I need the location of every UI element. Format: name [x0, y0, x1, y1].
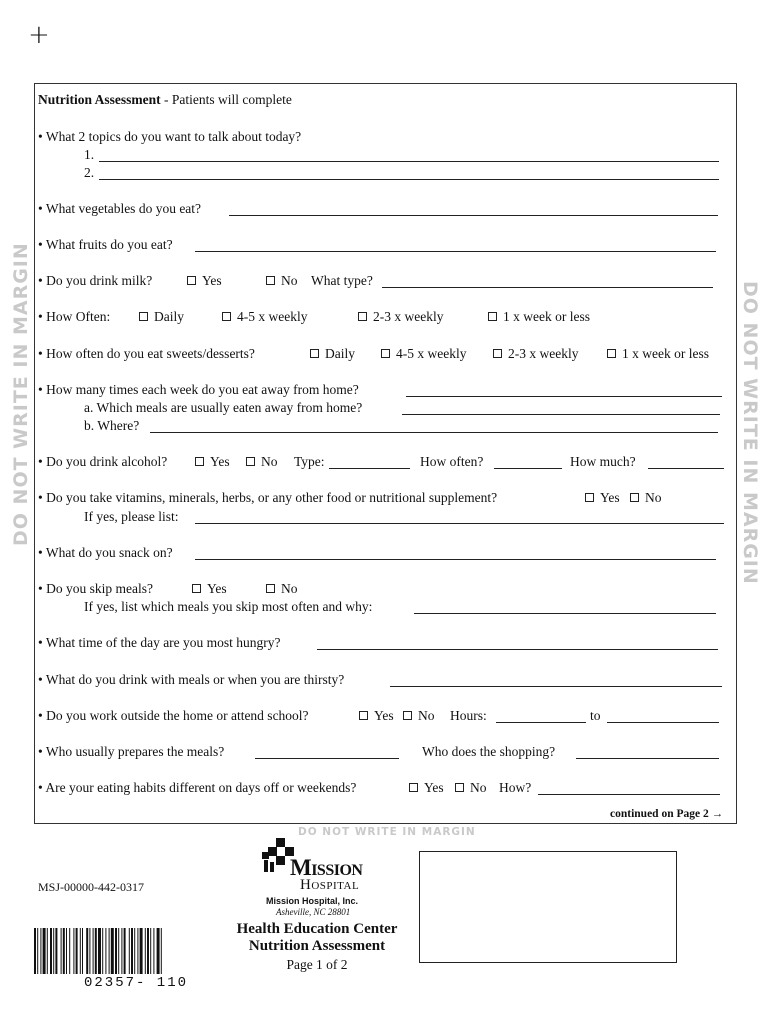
margin-notice-left: DO NOT WRITE IN MARGIN: [10, 242, 32, 546]
checkbox-icon[interactable]: [607, 349, 616, 358]
checkbox-icon[interactable]: [358, 312, 367, 321]
q4-no-label: No: [281, 273, 298, 288]
checkbox-icon[interactable]: [222, 312, 231, 321]
q15-shopping-field[interactable]: [576, 745, 719, 759]
q7b-field[interactable]: [150, 419, 718, 433]
q1-label: • What 2 topics do you want to talk about today?: [38, 129, 302, 144]
logo-mission-text: Mission: [290, 855, 363, 880]
q7a-label: a. Which meals are usually eaten away from home?: [84, 400, 363, 415]
checkbox-icon[interactable]: [192, 584, 201, 593]
q6-23-option[interactable]: [493, 346, 578, 362]
q8-no-label: No: [261, 454, 278, 469]
q8-much-field[interactable]: [648, 455, 724, 469]
checkbox-icon[interactable]: [266, 584, 275, 593]
form-title: [38, 92, 292, 108]
q8-label: • Do you drink alcohol?: [38, 454, 168, 469]
q6-1-label: 1 x week or less: [622, 346, 709, 361]
q9-list-label: If yes, please list:: [84, 509, 179, 524]
q6-daily-label: Daily: [325, 346, 355, 361]
q9-yes-option[interactable]: [585, 490, 620, 506]
q6-daily-option[interactable]: [310, 346, 355, 362]
q9-no-option[interactable]: [630, 490, 662, 506]
q8-yes-option[interactable]: [195, 454, 230, 470]
checkbox-icon[interactable]: [266, 276, 275, 285]
q5-1-option[interactable]: [488, 309, 590, 325]
q11-label: • Do you skip meals?: [38, 581, 153, 596]
form-title-sub: - Patients will complete: [160, 92, 292, 107]
q5-label: • How Often:: [38, 309, 111, 324]
q14-no-label: No: [418, 708, 435, 723]
q6-23-label: 2-3 x weekly: [508, 346, 579, 361]
footer-page: Page 1 of 2: [286, 957, 348, 972]
q14-hours-label: Hours:: [450, 708, 487, 723]
margin-notice-right: DO NOT WRITE IN MARGIN: [739, 281, 761, 585]
q14-label: • Do you work outside the home or attend school?: [38, 708, 309, 723]
q10-snack-field[interactable]: [195, 546, 716, 560]
q4-type-label: What type?: [311, 273, 373, 288]
barcode-number: 02357- 110: [84, 975, 189, 991]
q1-opt2-label: 2.: [84, 165, 95, 180]
q16-yes-label: Yes: [424, 780, 444, 795]
checkbox-icon[interactable]: [409, 783, 418, 792]
form-title-main: Nutrition Assessment: [38, 92, 161, 107]
checkbox-icon[interactable]: [139, 312, 148, 321]
checkbox-icon[interactable]: [455, 783, 464, 792]
checkbox-icon[interactable]: [195, 457, 204, 466]
checkbox-icon[interactable]: [246, 457, 255, 466]
q15-prepares-field[interactable]: [255, 745, 399, 759]
checkbox-icon[interactable]: [585, 493, 594, 502]
q8-type-field[interactable]: [329, 455, 410, 469]
footer-title-2: Nutrition Assessment: [248, 938, 386, 954]
q5-daily-label: Daily: [154, 309, 184, 324]
q6-label: • How often do you eat sweets/desserts?: [38, 346, 255, 361]
label-box: [419, 851, 677, 963]
q6-45-label: 4-5 x weekly: [396, 346, 467, 361]
q16-label: • Are your eating habits different on days off or weekends?: [38, 780, 357, 795]
q8-often-label: How often?: [420, 454, 484, 469]
q4-yes-option[interactable]: [187, 273, 222, 289]
footer-title-1: Health Education Center: [236, 921, 398, 937]
q7-times-field[interactable]: [406, 383, 722, 397]
q2-label: • What vegetables do you eat?: [38, 201, 202, 216]
q14-yes-label: Yes: [374, 708, 394, 723]
q7-label: • How many times each week do you eat away from home?: [38, 382, 359, 397]
q7a-field[interactable]: [402, 401, 720, 415]
checkbox-icon[interactable]: [187, 276, 196, 285]
q5-23-option[interactable]: [358, 309, 443, 325]
checkbox-icon[interactable]: [630, 493, 639, 502]
q4-yes-label: Yes: [202, 273, 222, 288]
q5-1-label: 1 x week or less: [503, 309, 590, 324]
q4-type-field[interactable]: [382, 274, 713, 288]
q8-type-label: Type:: [294, 454, 325, 469]
q16-yes-option[interactable]: [409, 780, 444, 796]
form-id: MSJ-00000-442-0317: [38, 880, 145, 894]
q16-how-label: How?: [499, 780, 532, 795]
q8-no-option[interactable]: [246, 454, 278, 470]
q9-yes-label: Yes: [600, 490, 620, 505]
q5-45-label: 4-5 x weekly: [237, 309, 308, 324]
checkbox-icon[interactable]: [310, 349, 319, 358]
q1-opt1-label: 1.: [84, 147, 95, 162]
q5-daily-option[interactable]: [139, 309, 184, 325]
barcode-image: [34, 928, 210, 974]
q5-23-label: 2-3 x weekly: [373, 309, 444, 324]
q11-list-label: If yes, list which meals you skip most often and why:: [84, 599, 373, 614]
q14-yes-option[interactable]: [359, 708, 394, 724]
q16-no-label: No: [470, 780, 487, 795]
q15-shopping-label: Who does the shopping?: [422, 744, 556, 759]
checkbox-icon[interactable]: [403, 711, 412, 720]
q9-no-label: No: [645, 490, 662, 505]
q11-list-field[interactable]: [414, 600, 716, 614]
q10-label: • What do you snack on?: [38, 545, 173, 560]
logo-city: Asheville, NC 28801: [276, 907, 351, 917]
q16-no-option[interactable]: [455, 780, 487, 796]
checkbox-icon[interactable]: [493, 349, 502, 358]
q8-much-label: How much?: [570, 454, 636, 469]
q12-field[interactable]: [317, 636, 718, 650]
q4-no-option[interactable]: [266, 273, 298, 289]
checkbox-icon[interactable]: [488, 312, 497, 321]
q5-45-option[interactable]: [222, 309, 307, 325]
q14-no-option[interactable]: [403, 708, 435, 724]
margin-notice-bottom: DO NOT WRITE IN MARGIN: [298, 826, 476, 838]
q8-often-field[interactable]: [494, 455, 562, 469]
logo-inc: Mission Hospital, Inc.: [266, 896, 359, 906]
continued-note: continued on Page 2 →: [610, 808, 724, 820]
q9-list-field[interactable]: [195, 510, 724, 524]
q2-vegetables-field[interactable]: [229, 202, 718, 216]
q11-no-option[interactable]: [266, 581, 298, 597]
q1-topic1-field[interactable]: [99, 148, 719, 162]
checkbox-icon[interactable]: [381, 349, 390, 358]
q15-label: • Who usually prepares the meals?: [38, 744, 225, 759]
q14-to-label: to: [590, 708, 601, 723]
q11-yes-label: Yes: [207, 581, 227, 596]
page-mark: +: [28, 20, 50, 50]
q14-hours-from-field[interactable]: [496, 709, 586, 723]
q4-label: • Do you drink milk?: [38, 273, 153, 288]
q16-how-field[interactable]: [538, 781, 720, 795]
q8-yes-label: Yes: [210, 454, 230, 469]
q7b-label: b. Where?: [84, 418, 140, 433]
logo-hospital-text: Hospital: [300, 877, 360, 893]
q11-no-label: No: [281, 581, 298, 596]
q12-label: • What time of the day are you most hungry?: [38, 635, 281, 650]
q13-label: • What do you drink with meals or when you are thirsty?: [38, 672, 345, 687]
q1-topic2-field[interactable]: [99, 166, 719, 180]
checkbox-icon[interactable]: [359, 711, 368, 720]
q6-1-option[interactable]: [607, 346, 709, 362]
q6-45-option[interactable]: [381, 346, 466, 362]
q14-hours-to-field[interactable]: [607, 709, 719, 723]
q9-label: • Do you take vitamins, minerals, herbs, or any other food or nutritional supplement?: [38, 490, 498, 505]
q13-field[interactable]: [390, 673, 722, 687]
q3-fruits-field[interactable]: [195, 238, 716, 252]
q3-label: • What fruits do you eat?: [38, 237, 173, 252]
q11-yes-option[interactable]: [192, 581, 227, 597]
